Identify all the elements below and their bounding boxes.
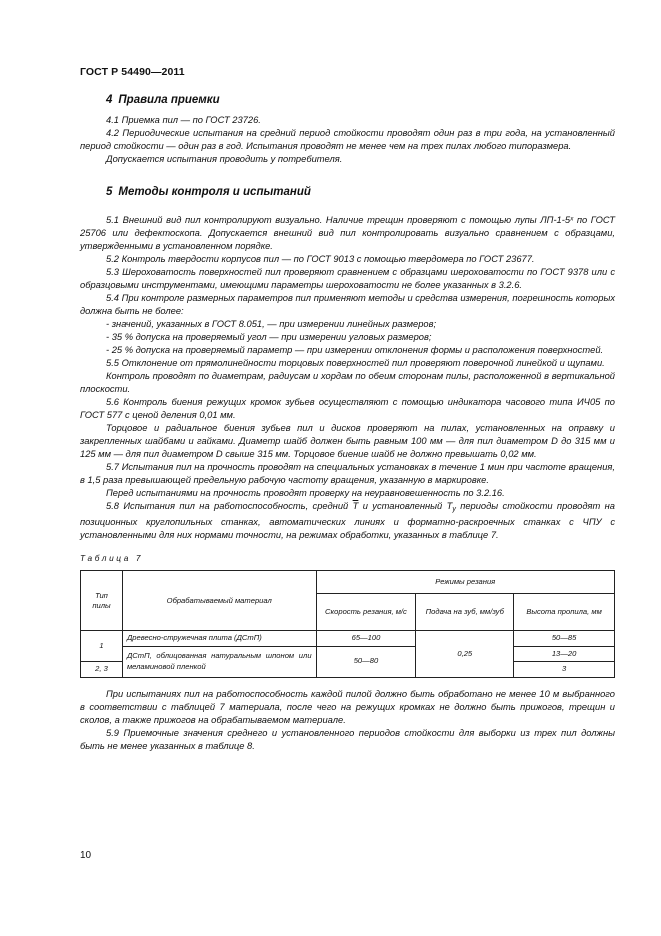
paragraph-5-7b: Перед испытаниями на прочность проводят проверку на неуравновешенность по 3.2.16. bbox=[106, 488, 505, 498]
table-row bbox=[81, 646, 615, 662]
paragraph-5-6: 5.6 Контроль биения режущих кромок зубьев осуществляют с помощью индикатора часового типа ИЧ05 по ГОСТ 577 с ценой деления 0,01 мм. bbox=[80, 397, 615, 420]
list-item: - значений, указанных в ГОСТ 8.051, — при измерении линейных размеров; bbox=[106, 319, 437, 329]
header-cell-material: Обрабатываемый материал bbox=[122, 571, 316, 631]
table-cell: 50—85 bbox=[514, 631, 615, 647]
table-header-row bbox=[81, 571, 615, 594]
paragraph-5-9: 5.9 Приемочные значения среднего и установленного периодов стойкости для выборки из трех пил должны быть не менее указанных в таблице 8. bbox=[80, 727, 615, 751]
table-cell: ДСтП, облицованная натуральным шпоном или меламиновой пленкой bbox=[122, 646, 316, 677]
header-cell-feed: Подача на зуб, мм/зуб bbox=[416, 594, 514, 631]
text-run: 5.8 Испытания пил на работоспособность, средний bbox=[106, 501, 353, 511]
table-row bbox=[81, 631, 615, 647]
text-run: периоды стойкости проводят на позиционных круглопильных станках, автоматических линиях и форматно-раскроечных станках с ЧПУ с установленными для них нормами точности, на режимах обработки, указанных в таблице 7. bbox=[80, 501, 615, 540]
paragraph-5-4: 5.4 При контроле размерных параметров пил применяют методы и средства измерения, погрешность которых должна быть не более: bbox=[80, 293, 615, 316]
paragraph-5-1: 5.1 Внешний вид пил контролируют визуально. Наличие трещин проверяют с помощью лупы ЛП-1-5ˣ по ГОСТ 25706 или дефектоскопа. Допускается внешний вид пил контролировать визуально сравнением с образцами, утвержденными в установленном порядке. bbox=[80, 215, 615, 251]
paragraph-4-2: 4.2 Периодические испытания на средний период стойкости проводят один раз в три года, на установленный период стойкости — один раз в год. Испытания проводят не менее чем на трех пилах любого типоразмера. bbox=[80, 128, 615, 151]
header-cell-speed: Скорость резания, м/с bbox=[316, 594, 416, 631]
table-7-caption: Таблица 7 bbox=[80, 553, 144, 563]
table-cell: 1 bbox=[81, 631, 123, 662]
section-title: Методы контроля и испытаний bbox=[118, 186, 311, 198]
paragraph-5-2: 5.2 Контроль твердости корпусов пил — по ГОСТ 9013 с помощью твердомера по ГОСТ 23677. bbox=[106, 254, 535, 264]
page-number: 10 bbox=[80, 850, 92, 861]
header-cell-height: Высота пропила, мм bbox=[514, 594, 615, 631]
standard-header: ГОСТ Р 54490—2011 bbox=[80, 66, 185, 78]
paragraph-after-table: При испытаниях пил на работоспособность каждой пилой должно быть обработано не менее 10 м выбранного в соответствии с таблицей 7 материала, после чего на режущих кромках не должно быть прижогов, трещин и сколов, а также прижогов на обрабатываемом материале. bbox=[80, 688, 615, 725]
table-cell: 2, 3 bbox=[81, 662, 123, 678]
table-cell: 65—100 bbox=[316, 631, 416, 647]
table-cell: 13—20 bbox=[514, 646, 615, 662]
section-title: Правила приемки bbox=[118, 94, 220, 106]
section-4-heading bbox=[80, 92, 615, 108]
symbol-t-mean: $\overline{T}$ bbox=[352, 501, 359, 511]
paragraph-5-5b: Контроль проводят по диаметрам, радиусам и хордам по обеим сторонам пилы, расположенной в вертикальной плоскости. bbox=[80, 371, 615, 394]
table-cell: 3 bbox=[514, 662, 615, 678]
section-number: 4 bbox=[106, 94, 113, 106]
list-item: - 25 % допуска на проверяемый параметр — при измерении отклонения формы и расположения поверхностей. bbox=[106, 345, 604, 355]
table-cell: 0,25 bbox=[416, 631, 514, 678]
symbol-subscript: у bbox=[452, 506, 456, 513]
page-body bbox=[80, 92, 615, 753]
table-cell: Древесно-стружечная плита (ДСтП) bbox=[122, 631, 316, 647]
paragraph-5-7: 5.7 Испытания пил на прочность проводят на специальных установках в течение 1 мин при частоте вращения, в 1,5 раза превышающей предельную рабочую частоту вращения, указанную в маркировке. bbox=[80, 462, 615, 485]
paragraph-5-8 bbox=[80, 500, 615, 542]
paragraph-4-1: 4.1 Приемка пил — по ГОСТ 23726. bbox=[106, 115, 261, 125]
list-item: - 35 % допуска на проверяемый угол — при измерении угловых размеров; bbox=[106, 332, 432, 342]
table-7 bbox=[80, 570, 615, 678]
symbol-t-set: T bbox=[446, 501, 453, 511]
header-cell-modes: Режимы резания bbox=[316, 571, 614, 594]
text-run: и установленный bbox=[358, 501, 447, 511]
paragraph-5-5: 5.5 Отклонение от прямолинейности торцовых поверхностей пил проверяют поверочной линейкой и щупами. bbox=[106, 358, 605, 368]
section-5-heading bbox=[80, 184, 615, 200]
section-number: 5 bbox=[106, 186, 113, 198]
paragraph-5-6b: Торцовое и радиальное биения зубьев пил и дисков проверяют на пилах, установленных на оправку и закрепленных шайбами и гайками. Диаметр шайб должен быть равным 100 мм — для пил диаметром D до 315 мм и 125 мм — для пил диаметром D свыше 315 мм. Торцовое биение шайб не должно превышать 0,02 мм. bbox=[80, 423, 615, 459]
table-cell: 50—80 bbox=[316, 646, 416, 677]
header-cell-type: Тип пилы bbox=[81, 571, 123, 631]
paragraph-5-3: 5.3 Шероховатость поверхностей пил проверяют сравнением с образцами шероховатости по ГОСТ 9378 или с образцовыми инструментами, имеющими параметры шероховатости не более указанных в 3.2.6. bbox=[80, 267, 615, 290]
paragraph-4-2b: Допускается испытания проводить у потребителя. bbox=[106, 154, 343, 164]
